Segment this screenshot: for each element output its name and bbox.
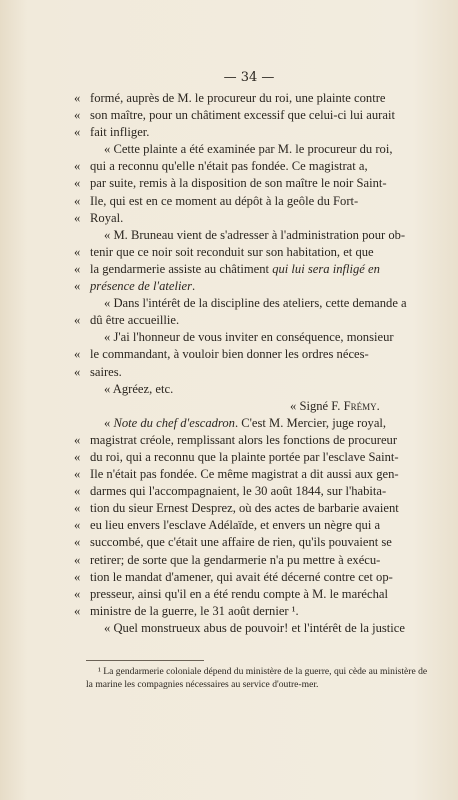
line-text: qui a reconnu qu'elle n'était pas fondée. Ce magistrat a,	[90, 159, 368, 174]
line-text: eu lieu envers l'esclave Adélaïde, et envers un nègre qui a	[90, 518, 381, 533]
line-text: « Agréez, etc.	[104, 381, 174, 396]
text-line	[74, 193, 428, 210]
line-text: « Signé F. Frémy.	[290, 398, 380, 413]
line-text: Royal.	[90, 210, 124, 225]
margin-quote-mark: «	[74, 364, 81, 379]
text-line	[90, 620, 428, 637]
line-text: présence de l'atelier.	[90, 279, 196, 294]
text-line	[74, 500, 428, 517]
margin-quote-mark: «	[74, 569, 81, 584]
page-number: — 34 —	[223, 70, 275, 85]
line-text: « Dans l'intérêt de la discipline des ateliers, cette demande a	[104, 296, 407, 311]
margin-quote-mark: «	[74, 313, 81, 328]
text-line	[74, 517, 428, 534]
margin-quote-mark: «	[74, 261, 81, 276]
text-line	[74, 449, 428, 466]
line-text: tion du sieur Ernest Desprez, où des actes de barbarie avaient	[90, 501, 399, 516]
line-text: « Note du chef d'escadron. C'est M. Mercier, juge royal,	[104, 415, 387, 430]
text-line	[74, 534, 428, 551]
line-text: la gendarmerie assiste au châtiment qui lui sera infligé en	[90, 261, 380, 276]
text-line	[74, 432, 428, 449]
margin-quote-mark: «	[74, 176, 81, 191]
text-line	[74, 107, 428, 124]
footnote-rule	[86, 660, 204, 661]
margin-quote-mark: «	[74, 108, 81, 123]
line-text: fait infliger.	[90, 125, 150, 140]
line-text: par suite, remis à la disposition de son maître le noir Saint-	[90, 176, 387, 191]
text-line	[74, 158, 428, 175]
text-line	[90, 227, 428, 244]
text-line	[90, 295, 428, 312]
text-line	[74, 483, 428, 500]
text-line	[74, 466, 428, 483]
text-line	[74, 312, 428, 329]
margin-quote-mark: «	[74, 603, 81, 618]
margin-quote-mark: «	[74, 586, 81, 601]
text-line	[74, 175, 428, 192]
line-text: tenir que ce noir soit reconduit sur son habitation, et que	[90, 244, 374, 259]
margin-quote-mark: «	[74, 125, 81, 140]
margin-quote-mark: «	[74, 552, 81, 567]
margin-quote-mark: «	[74, 484, 81, 499]
margin-quote-mark: «	[74, 279, 81, 294]
margin-quote-mark: «	[74, 91, 81, 105]
footnote	[86, 662, 432, 691]
text-line	[90, 398, 428, 415]
margin-quote-mark: «	[74, 210, 81, 225]
text-line	[74, 210, 428, 227]
body-text	[74, 90, 428, 637]
line-text: le commandant, à vouloir bien donner les ordres néces-	[90, 347, 369, 362]
margin-quote-mark: «	[74, 347, 81, 362]
line-text: Ile n'était pas fondée. Ce même magistrat a dit aussi aux gen-	[90, 467, 399, 482]
text-line	[90, 415, 428, 432]
line-text: formé, auprès de M. le procureur du roi, une plainte contre	[90, 91, 386, 105]
footnote-text: ¹ La gendarmerie coloniale dépend du ministère de la guerre, qui cède au ministère de la marine les compagnies nécessaires au service d'outre-mer.	[86, 666, 428, 690]
line-text: succombé, que c'était une affaire de rien, qu'ils pouvaient se	[90, 535, 392, 550]
margin-quote-mark: «	[74, 518, 81, 533]
text-line	[74, 244, 428, 261]
line-text: darmes qui l'accompagnaient, le 30 août 1844, sur l'habita-	[90, 484, 387, 499]
text-line	[90, 329, 428, 346]
line-text: son maître, pour un châtiment excessif que celui-ci lui aurait	[90, 108, 395, 123]
margin-quote-mark: «	[74, 449, 81, 464]
text-line	[74, 261, 428, 278]
text-line	[74, 603, 428, 620]
text-line	[74, 569, 428, 586]
line-text: Ile, qui est en ce moment au dépôt à la geôle du Fort-	[90, 193, 359, 208]
line-text: saires.	[90, 364, 122, 379]
margin-quote-mark: «	[74, 193, 81, 208]
text-line	[74, 552, 428, 569]
line-text: « Quel monstrueux abus de pouvoir! et l'intérêt de la justice	[104, 620, 405, 635]
text-line	[90, 141, 428, 158]
margin-quote-mark: «	[74, 244, 81, 259]
text-line	[90, 381, 428, 398]
line-text: dû être accueillie.	[90, 313, 180, 328]
text-line	[74, 90, 428, 107]
text-line	[74, 346, 428, 363]
margin-quote-mark: «	[74, 159, 81, 174]
line-text: tion le mandat d'amener, qui avait été décerné contre cet op-	[90, 569, 393, 584]
margin-quote-mark: «	[74, 432, 81, 447]
text-line	[74, 278, 428, 295]
line-text: magistrat créole, remplissant alors les fonctions de procureur	[90, 432, 398, 447]
margin-quote-mark: «	[74, 501, 81, 516]
line-text: presseur, ainsi qu'il en a été rendu compte à M. le maréchal	[90, 586, 388, 601]
margin-quote-mark: «	[74, 467, 81, 482]
text-line	[74, 124, 428, 141]
text-line	[74, 364, 428, 381]
line-text: « Cette plainte a été examinée par M. le procureur du roi,	[104, 142, 393, 157]
margin-quote-mark: «	[74, 535, 81, 550]
line-text: ministre de la guerre, le 31 août dernier ¹.	[90, 603, 299, 618]
text-line	[74, 586, 428, 603]
line-text: retirer; de sorte que la gendarmerie n'a pu mettre à exécu-	[90, 552, 381, 567]
line-text: « J'ai l'honneur de vous inviter en conséquence, monsieur	[104, 330, 394, 345]
line-text: du roi, qui a reconnu que la plainte portée par l'esclave Saint-	[90, 449, 399, 464]
line-text: « M. Bruneau vient de s'adresser à l'administration pour ob-	[104, 227, 406, 242]
